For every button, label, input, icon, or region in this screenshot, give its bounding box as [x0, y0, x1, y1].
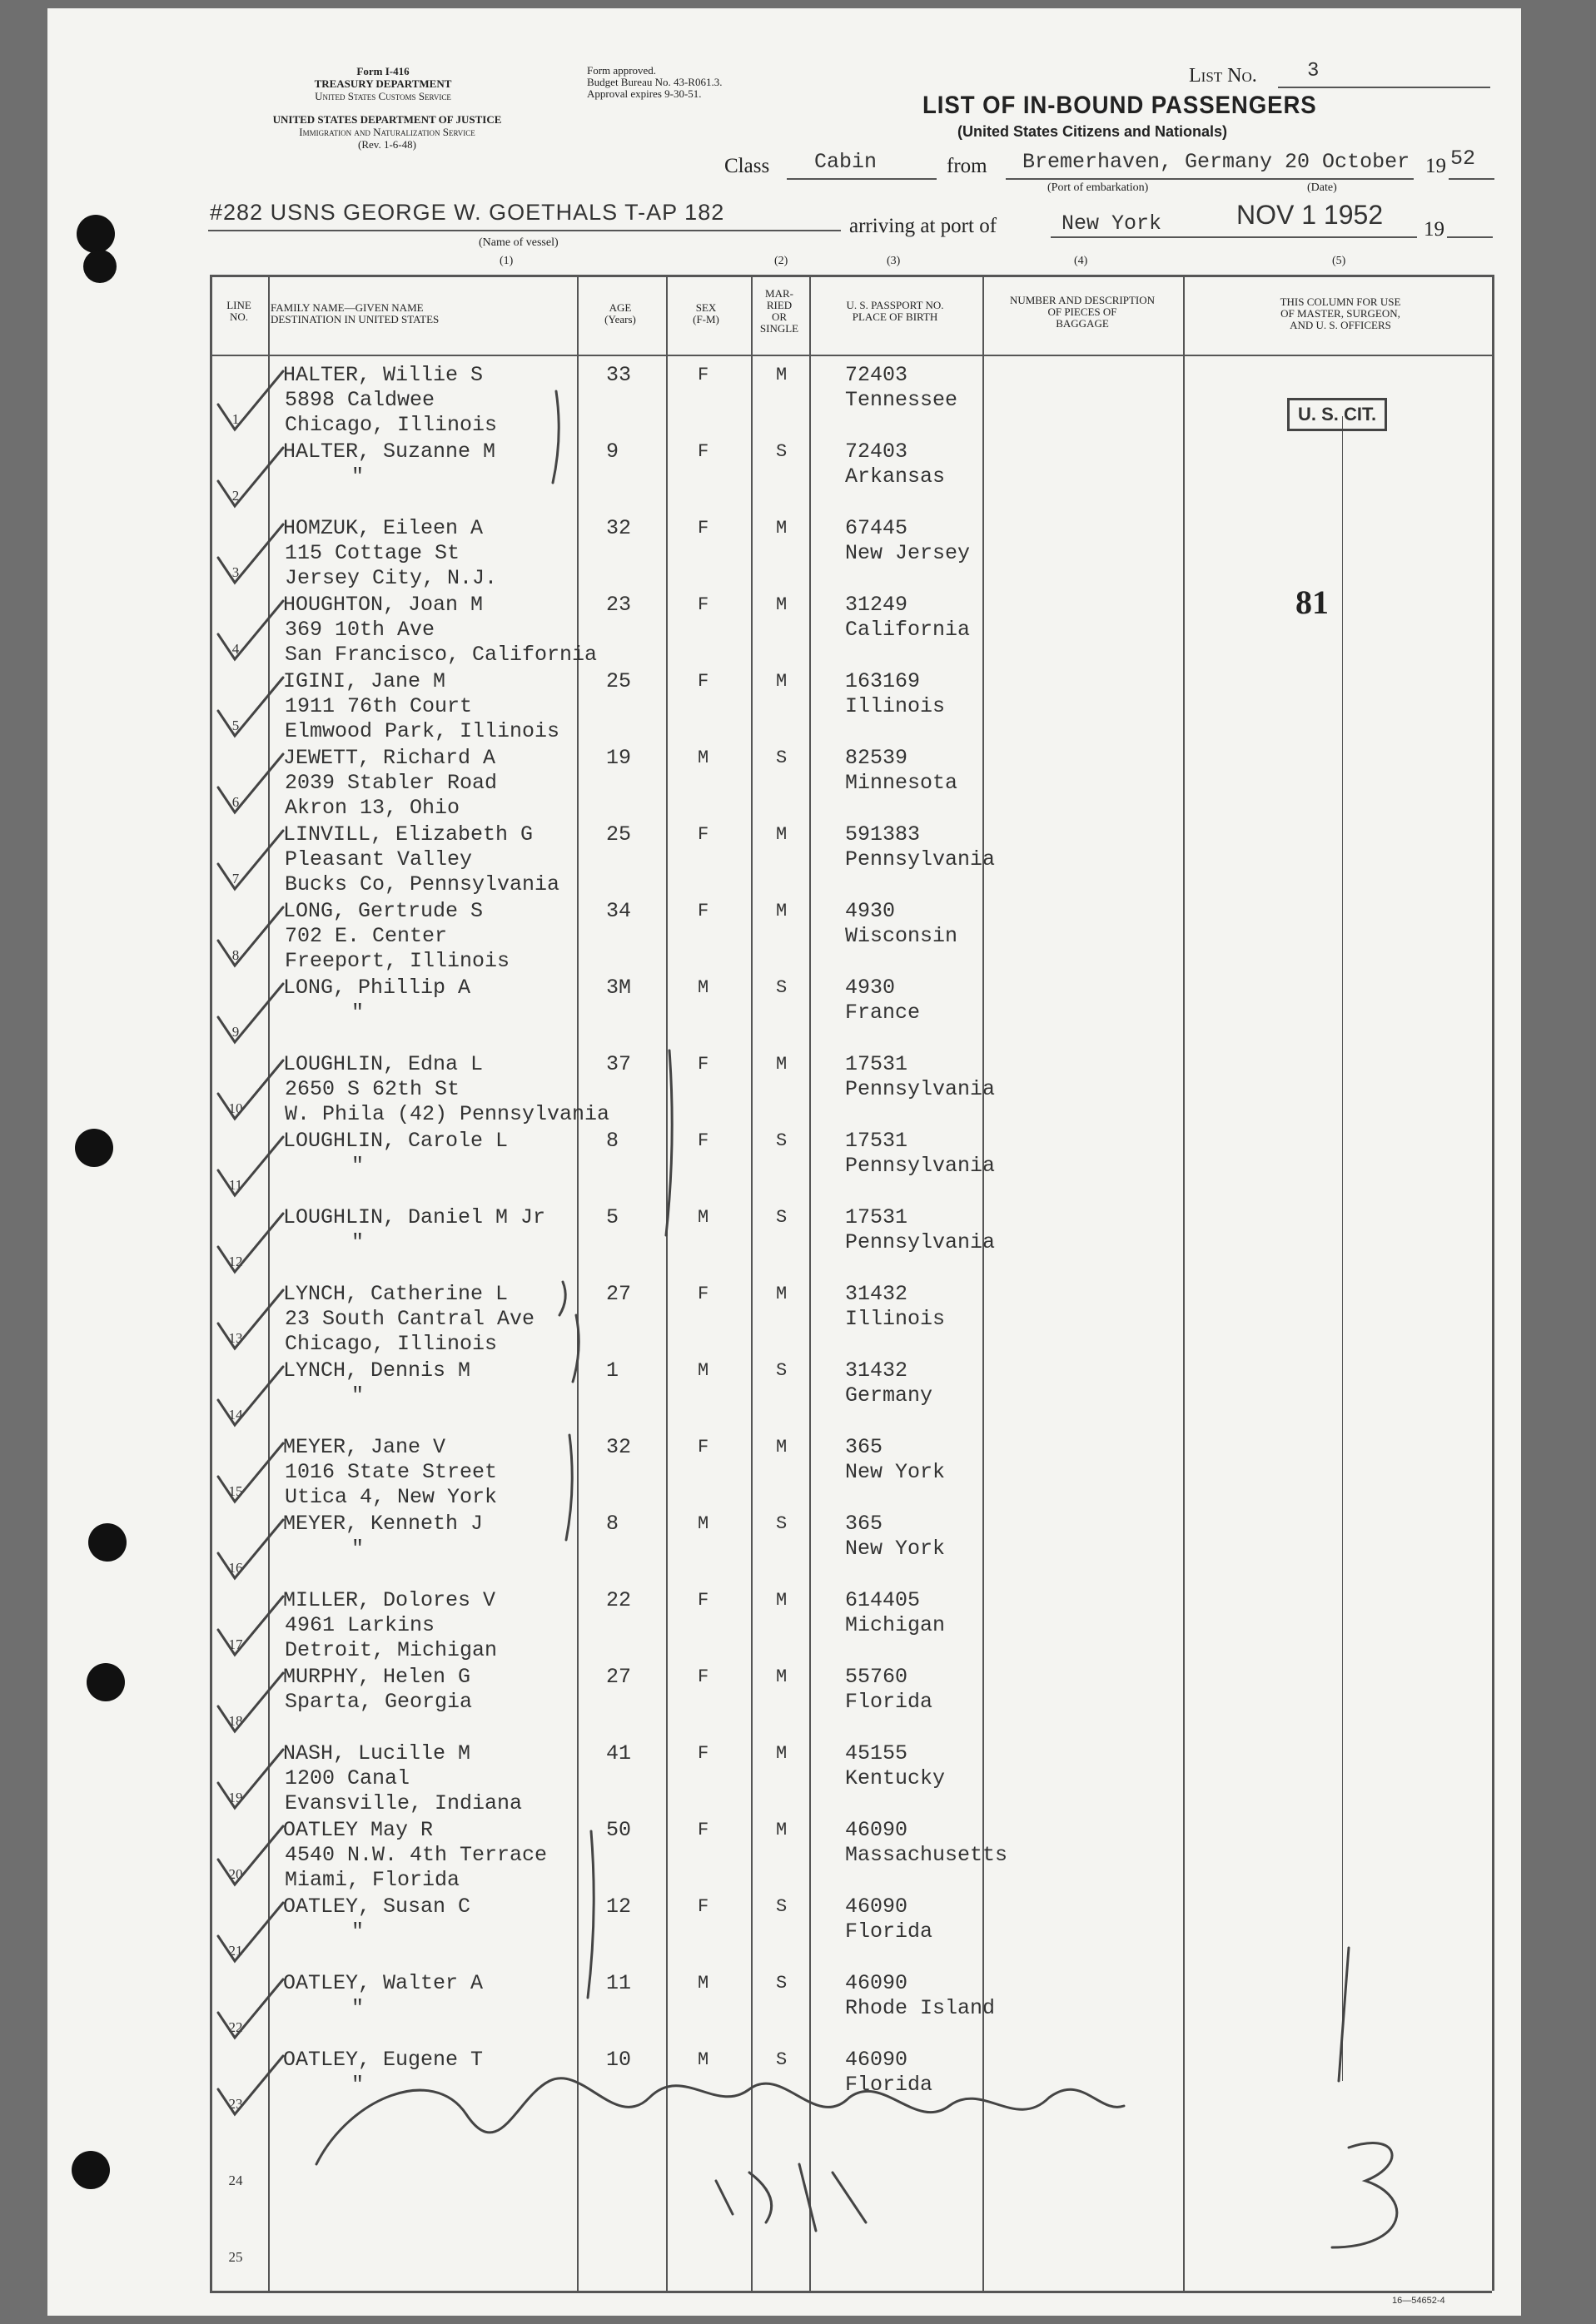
passenger-name: LONG, Phillip A	[283, 976, 471, 1000]
line-number: 22	[228, 2019, 243, 2035]
passenger-address: "	[351, 464, 365, 489]
passenger-name: LOUGHLIN, Daniel M Jr	[283, 1205, 546, 1229]
family-bracket	[553, 391, 559, 483]
passenger-age: 32	[606, 1435, 632, 1459]
line-number: 15	[228, 1483, 243, 1499]
passenger-name: OATLEY, Susan C	[283, 1894, 471, 1919]
passenger-city: Akron 13, Ohio	[285, 796, 460, 820]
passenger-age: 22	[606, 1588, 632, 1612]
passport-number: 614405	[845, 1588, 921, 1612]
passenger-marital: S	[776, 1360, 788, 1381]
line-number: 14	[228, 1407, 243, 1423]
passenger-marital: M	[776, 1820, 788, 1840]
approval-expires: Approval expires 9-30-51.	[587, 87, 702, 100]
col-header-line: LINE NO.	[226, 299, 251, 323]
passenger-sex: F	[698, 365, 709, 385]
passenger-marital: M	[776, 1437, 788, 1457]
passenger-age: 1	[606, 1358, 619, 1383]
passport-number: 46090	[845, 1894, 908, 1919]
passenger-marital: S	[776, 1207, 788, 1228]
passport-number: 365	[845, 1435, 883, 1459]
passenger-city: Chicago, Illinois	[285, 413, 498, 437]
place-of-birth: Pennsylvania	[845, 1154, 996, 1178]
passenger-name: IGINI, Jane M	[283, 669, 446, 693]
line-number: 7	[231, 871, 240, 886]
col-num-3: (3)	[887, 255, 901, 267]
passenger-marital: S	[776, 977, 788, 998]
passenger-name: HALTER, Suzanne M	[283, 439, 496, 464]
col-num-4: (4)	[1074, 255, 1088, 267]
passenger-sex: M	[698, 2049, 709, 2070]
passenger-age: 3M	[606, 976, 632, 1000]
arriving-label: arriving at port of	[849, 215, 997, 237]
passport-number: 72403	[845, 439, 908, 464]
passenger-sex: F	[698, 1743, 709, 1764]
passenger-name: OATLEY, Walter A	[283, 1971, 484, 1995]
passenger-city: Jersey City, N.J.	[285, 566, 498, 590]
place-of-birth: Florida	[845, 1690, 933, 1714]
passenger-address: "	[351, 1919, 365, 1944]
place-of-birth: Pennsylvania	[845, 1230, 996, 1254]
vessel-label: (Name of vessel)	[479, 236, 559, 249]
passenger-sex: F	[698, 1666, 709, 1687]
passenger-marital: M	[776, 824, 788, 845]
list-no-value: 3	[1307, 60, 1320, 82]
passenger-address: 369 10th Ave	[285, 618, 435, 642]
passenger-name: MEYER, Kenneth J	[283, 1512, 484, 1536]
col-header-age: AGE (Years)	[604, 301, 636, 325]
passenger-address: 2039 Stabler Road	[285, 771, 498, 795]
line-number: 18	[228, 1713, 243, 1729]
check-mark	[218, 1367, 283, 1425]
passenger-sex: M	[698, 1973, 709, 1994]
passport-number: 31249	[845, 593, 908, 617]
line-number: 20	[228, 1866, 243, 1882]
passenger-marital: S	[776, 747, 788, 768]
line-number: 9	[231, 1024, 240, 1040]
place-of-birth: New Jersey	[845, 541, 971, 565]
passenger-address: 4540 N.W. 4th Terrace	[285, 1843, 548, 1867]
place-of-birth: Illinois	[845, 694, 946, 718]
passport-number: 163169	[845, 669, 921, 693]
place-of-birth: New York	[845, 1537, 946, 1561]
passport-number: 67445	[845, 516, 908, 540]
passenger-address: Sparta, Georgia	[285, 1690, 473, 1714]
passport-number: 17531	[845, 1205, 908, 1229]
passport-number: 46090	[845, 1971, 908, 1995]
check-mark	[218, 1826, 283, 1885]
passenger-address: "	[351, 1537, 365, 1561]
check-mark	[218, 984, 283, 1042]
passenger-sex: F	[698, 1054, 709, 1075]
check-mark	[218, 907, 283, 966]
passenger-age: 27	[606, 1665, 632, 1689]
customs-service: United States Customs Service	[315, 90, 451, 102]
check-mark	[218, 1520, 283, 1578]
list-title: LIST OF IN-BOUND PASSENGERS	[922, 92, 1317, 119]
passenger-address: "	[351, 1154, 365, 1178]
family-bracket	[588, 1831, 594, 1998]
passenger-marital: M	[776, 1666, 788, 1687]
passenger-age: 9	[606, 439, 619, 464]
passenger-age: 50	[606, 1818, 632, 1842]
place-of-birth: Michigan	[845, 1613, 946, 1637]
line-number: 5	[231, 718, 240, 733]
list-subtitle: (United States Citizens and Nationals)	[957, 123, 1228, 140]
passport-number: 4930	[845, 976, 896, 1000]
passenger-age: 19	[606, 746, 632, 770]
passenger-address: Pleasant Valley	[285, 847, 473, 872]
line-number: 8	[231, 947, 240, 963]
arrival-date-stamp: NOV 1 1952	[1236, 200, 1384, 230]
passenger-city: Chicago, Illinois	[285, 1332, 498, 1356]
check-mark	[218, 524, 283, 583]
us-citizen-stamp: U. S. CIT.	[1287, 398, 1387, 431]
passport-number: 31432	[845, 1358, 908, 1383]
passport-number: 55760	[845, 1665, 908, 1689]
passenger-age: 8	[606, 1512, 619, 1536]
line-number: 21	[228, 1943, 243, 1959]
line-number: 19	[228, 1790, 243, 1805]
passenger-age: 41	[606, 1741, 632, 1765]
place-of-birth: Rhode Island	[845, 1996, 996, 2020]
check-mark	[218, 448, 283, 506]
check-mark	[218, 754, 283, 812]
place-of-birth: Florida	[845, 1919, 933, 1944]
passenger-sex: F	[698, 1130, 709, 1151]
place-of-birth: Kentucky	[845, 1766, 946, 1790]
check-mark	[218, 601, 283, 659]
place-of-birth: France	[845, 1001, 921, 1025]
passenger-sex: F	[698, 1590, 709, 1611]
passport-number: 45155	[845, 1741, 908, 1765]
passenger-marital: M	[776, 1743, 788, 1764]
place-of-birth: Germany	[845, 1383, 933, 1408]
passenger-address: "	[351, 1230, 365, 1254]
passenger-marital: M	[776, 365, 788, 385]
form-revision: (Rev. 1-6-48)	[358, 138, 416, 151]
passenger-sex: F	[698, 518, 709, 539]
place-of-birth: Minnesota	[845, 771, 958, 795]
place-of-birth: Pennsylvania	[845, 1077, 996, 1101]
passenger-city: Freeport, Illinois	[285, 949, 510, 973]
passenger-address: "	[351, 1996, 365, 2020]
passport-number: 17531	[845, 1129, 908, 1153]
line-number: 11	[228, 1177, 243, 1193]
passenger-address: 115 Cottage St	[285, 541, 460, 565]
check-mark	[218, 1673, 283, 1731]
passenger-age: 23	[606, 593, 632, 617]
line-number: 2	[231, 488, 240, 504]
passenger-city: Utica 4, New York	[285, 1485, 498, 1509]
check-mark	[218, 1979, 283, 2038]
passenger-address: 2650 S 62th St	[285, 1077, 460, 1101]
passenger-name: OATLEY May R	[283, 1818, 434, 1842]
passenger-sex: F	[698, 441, 709, 462]
passenger-name: LYNCH, Dennis M	[283, 1358, 471, 1383]
check-mark	[218, 371, 283, 430]
passenger-age: 11	[606, 1971, 632, 1995]
treasury-dept: TREASURY DEPARTMENT	[314, 77, 452, 90]
passenger-marital: S	[776, 441, 788, 462]
passenger-address: 1911 76th Court	[285, 694, 473, 718]
from-label: from	[947, 155, 987, 177]
line-number: 24	[228, 2173, 243, 2188]
passport-number: 591383	[845, 822, 921, 847]
form-approved: Form approved.	[587, 64, 657, 77]
place-of-birth: Pennsylvania	[845, 847, 996, 872]
col-num-1: (1)	[500, 255, 514, 267]
check-mark	[218, 1290, 283, 1348]
col-header-passport: U. S. PASSPORT NO. PLACE OF BIRTH	[846, 299, 944, 323]
officer-tick	[1339, 1948, 1349, 2081]
col-header-sex: SEX (F-M)	[693, 301, 719, 325]
passenger-age: 8	[606, 1129, 619, 1153]
passenger-marital: M	[776, 518, 788, 539]
passport-number: 365	[845, 1512, 883, 1536]
passenger-sex: M	[698, 1360, 709, 1381]
line-number: 1	[231, 411, 240, 427]
vessel-name: #282 USNS GEORGE W. GOETHALS T-AP 182	[210, 200, 725, 225]
budget-bureau: Budget Bureau No. 43-R061.3.	[587, 76, 723, 88]
line-number: 10	[228, 1100, 243, 1116]
passenger-age: 25	[606, 669, 632, 693]
col-num-5: (5)	[1332, 255, 1346, 267]
passenger-address: 702 E. Center	[285, 924, 448, 948]
passenger-sex: M	[698, 747, 709, 768]
officer-annotation: 81	[1295, 583, 1329, 621]
passenger-sex: F	[698, 594, 709, 615]
passport-number: 31432	[845, 1282, 908, 1306]
passenger-name: HALTER, Willie S	[283, 363, 484, 387]
line-number: 6	[231, 794, 240, 810]
line-number: 12	[228, 1254, 243, 1269]
place-of-birth: Tennessee	[845, 388, 958, 412]
check-mark	[218, 2056, 283, 2114]
class-value: Cabin	[814, 150, 878, 174]
passenger-age: 10	[606, 2048, 632, 2072]
check-mark	[218, 831, 283, 889]
signature-initials	[716, 2164, 866, 2231]
passenger-sex: F	[698, 901, 709, 921]
passenger-marital: S	[776, 1896, 788, 1917]
passenger-city: Bucks Co, Pennsylvania	[285, 872, 560, 896]
passenger-name: HOMZUK, Eileen A	[283, 516, 484, 540]
passenger-sex: F	[698, 824, 709, 845]
passenger-address: 1016 State Street	[285, 1460, 498, 1484]
justice-dept: UNITED STATES DEPARTMENT OF JUSTICE	[272, 113, 502, 126]
passenger-sex: M	[698, 977, 709, 998]
passenger-marital: M	[776, 1590, 788, 1611]
check-mark	[218, 1750, 283, 1808]
line-number: 16	[228, 1560, 243, 1576]
passenger-address: "	[351, 1383, 365, 1408]
passenger-city: Evansville, Indiana	[285, 1791, 523, 1815]
passenger-name: JEWETT, Richard A	[283, 746, 496, 770]
place-of-birth: Wisconsin	[845, 924, 958, 948]
passenger-marital: M	[776, 1284, 788, 1304]
arriving-port: New York	[1062, 211, 1162, 236]
list-no-label: List No.	[1189, 65, 1257, 87]
passenger-city: Elmwood Park, Illinois	[285, 719, 560, 743]
passenger-name: LINVILL, Elizabeth G	[283, 822, 534, 847]
line-number: 17	[228, 1636, 243, 1652]
passport-number: 46090	[845, 1818, 908, 1842]
line-number: 3	[231, 564, 240, 580]
passenger-marital: M	[776, 1054, 788, 1075]
place-of-birth: Florida	[845, 2073, 933, 2097]
line-number: 4	[231, 641, 240, 657]
class-label: Class	[724, 155, 770, 177]
family-bracket	[566, 1435, 572, 1540]
port-embark-label: (Port of embarkation)	[1047, 181, 1149, 194]
passport-number: 17531	[845, 1052, 908, 1076]
passenger-address: 4961 Larkins	[285, 1613, 435, 1637]
line-number: 13	[228, 1330, 243, 1346]
passenger-marital: S	[776, 2049, 788, 2070]
passenger-name: LOUGHLIN, Edna L	[283, 1052, 484, 1076]
passenger-sex: M	[698, 1513, 709, 1534]
passenger-marital: M	[776, 671, 788, 692]
passenger-address: "	[351, 1001, 365, 1025]
col-header-married: MAR- RIED OR SINGLE	[759, 287, 799, 335]
family-bracket	[666, 1050, 672, 1235]
line-number: 25	[228, 2249, 243, 2265]
passenger-marital: S	[776, 1130, 788, 1151]
check-mark	[218, 1443, 283, 1502]
passenger-name: HOUGHTON, Joan M	[283, 593, 484, 617]
handwritten-3	[1332, 2143, 1397, 2247]
passenger-sex: F	[698, 1437, 709, 1457]
year-prefix: 19	[1425, 155, 1446, 177]
passenger-name: MEYER, Jane V	[283, 1435, 446, 1459]
passenger-address: 1200 Canal	[285, 1766, 410, 1790]
passenger-sex: F	[698, 1820, 709, 1840]
check-mark	[218, 1060, 283, 1119]
passenger-name: MILLER, Dolores V	[283, 1588, 496, 1612]
date-label: (Date)	[1307, 181, 1337, 194]
passenger-marital: M	[776, 594, 788, 615]
col-num-2: (2)	[774, 255, 788, 267]
passport-number: 82539	[845, 746, 908, 770]
passenger-city: Detroit, Michigan	[285, 1638, 498, 1662]
passport-number: 4930	[845, 899, 896, 923]
ins-service: Immigration and Naturalization Service	[299, 126, 475, 138]
col-header-officers: THIS COLUMN FOR USE OF MASTER, SURGEON, AND U. S. OFFICERS	[1280, 295, 1401, 331]
passenger-address: 5898 Caldwee	[285, 388, 435, 412]
family-bracket	[559, 1282, 565, 1315]
passenger-age: 27	[606, 1282, 632, 1306]
passenger-age: 25	[606, 822, 632, 847]
place-of-birth: Arkansas	[845, 464, 946, 489]
passenger-sex: F	[698, 671, 709, 692]
passenger-marital: S	[776, 1513, 788, 1534]
footer-code: 16—54652-4	[1392, 2296, 1445, 2306]
passenger-name: LYNCH, Catherine L	[283, 1282, 509, 1306]
col-header-name: FAMILY NAME—GIVEN NAME DESTINATION IN UNITED STATES	[271, 301, 440, 325]
passenger-age: 32	[606, 516, 632, 540]
check-mark	[218, 1137, 283, 1195]
passenger-sex: F	[698, 1896, 709, 1917]
check-mark	[218, 678, 283, 736]
passenger-age: 37	[606, 1052, 632, 1076]
place-of-birth: California	[845, 618, 971, 642]
passenger-marital: S	[776, 1973, 788, 1994]
passenger-age: 34	[606, 899, 632, 923]
arrival-year: 19	[1424, 218, 1444, 241]
passenger-name: LOUGHLIN, Carole L	[283, 1129, 509, 1153]
line-number: 23	[228, 2096, 243, 2112]
check-mark	[218, 1597, 283, 1655]
passenger-city: San Francisco, California	[285, 643, 598, 667]
passenger-city: W. Phila (42) Pennsylvania	[285, 1102, 610, 1126]
year-suffix: 52	[1450, 146, 1476, 171]
from-value: Bremerhaven, Germany 20 October	[1022, 150, 1410, 174]
passport-number: 46090	[845, 2048, 908, 2072]
passenger-sex: F	[698, 1284, 709, 1304]
passenger-address: 23 South Cantral Ave	[285, 1307, 535, 1331]
passenger-age: 33	[606, 363, 632, 387]
place-of-birth: New York	[845, 1460, 946, 1484]
passenger-name: OATLEY, Eugene T	[283, 2048, 484, 2072]
signature	[316, 2078, 1124, 2164]
place-of-birth: Illinois	[845, 1307, 946, 1331]
passport-number: 72403	[845, 363, 908, 387]
col-header-baggage: NUMBER AND DESCRIPTION OF PIECES OF BAGGAGE	[1009, 294, 1156, 330]
passenger-name: NASH, Lucille M	[283, 1741, 471, 1765]
family-bracket	[573, 1315, 579, 1382]
place-of-birth: Massachusetts	[845, 1843, 1008, 1867]
passenger-city: Miami, Florida	[285, 1868, 460, 1892]
passenger-marital: M	[776, 901, 788, 921]
passenger-address: "	[351, 2073, 365, 2097]
check-mark	[218, 1903, 283, 1961]
passenger-age: 5	[606, 1205, 619, 1229]
passenger-age: 12	[606, 1894, 632, 1919]
passenger-sex: M	[698, 1207, 709, 1228]
check-mark	[218, 1214, 283, 1272]
passenger-name: LONG, Gertrude S	[283, 899, 484, 923]
passenger-name: MURPHY, Helen G	[283, 1665, 471, 1689]
form-id: Form I-416	[356, 65, 410, 77]
